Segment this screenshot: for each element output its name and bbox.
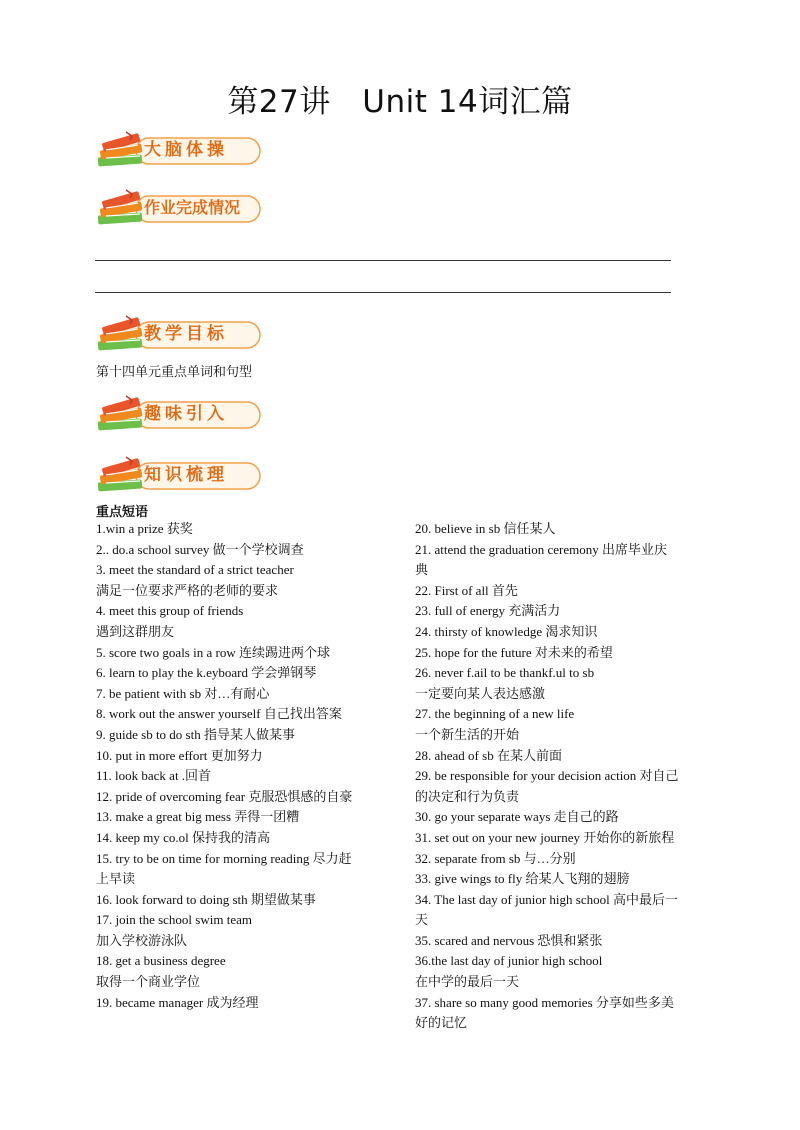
phrase-item: 典 (415, 562, 429, 578)
phrase-item: 好的记忆 (415, 1015, 468, 1031)
phrase-item: 22. First of all 首先 (415, 582, 518, 598)
section-title: 重点短语 (96, 504, 149, 519)
phrase-item: 32. separate from sb 与…分别 (415, 850, 576, 866)
phrase-item: 26. never f.ail to be thankf.ul to sb (415, 665, 595, 681)
banner-fun-intro (96, 392, 262, 438)
phrase-item: 9. guide sb to do sth 指导某人做某事 (96, 726, 295, 742)
phrase-item: 满足一位要求严格的老师的要求 (96, 582, 279, 598)
banner-label: 趣味引入 (144, 404, 228, 424)
phrase-item: 一定要向某人表达感激 (415, 685, 546, 701)
phrase-item: 12. pride of overcoming fear 克服恐惧感的自豪 (96, 788, 353, 804)
phrase-item: 4. meet this group of friends (96, 603, 244, 619)
phrase-item: 取得一个商业学位 (96, 974, 201, 990)
banner-label: 知识梳理 (144, 465, 228, 485)
phrase-item: 的决定和行为负责 (415, 788, 520, 804)
phrase-item: 30. go your separate ways 走自己的路 (415, 809, 619, 825)
phrase-item: 25. hope for the future 对未来的希望 (415, 644, 613, 660)
page-title: 第27讲 Unit 14词汇篇 (227, 84, 573, 120)
phrase-list-left (96, 519, 396, 1013)
phrase-item: 8. work out the answer yourself 自己找出答案 (96, 706, 342, 722)
phrase-item: 36.the last day of junior high school (415, 953, 603, 969)
phrase-item: 11. look back at .回首 (96, 768, 212, 784)
answer-line[interactable] (95, 292, 671, 293)
phrase-item: 20. believe in sb 信任某人 (415, 521, 556, 536)
phrase-item: 18. get a business degree (96, 953, 226, 969)
phrase-item: 13. make a great big mess 弄得一团糟 (96, 809, 300, 825)
phrase-item: 10. put in more effort 更加努力 (96, 747, 263, 763)
phrase-item: 37. share so many good memories 分享如些多美 (415, 994, 674, 1010)
phrase-item: 27. the beginning of a new life (415, 706, 575, 722)
phrase-item: 在中学的最后一天 (415, 974, 520, 990)
phrase-item: 2.. do.a school survey 做一个学校调查 (96, 541, 304, 557)
phrase-item: 遇到这群朋友 (96, 623, 175, 639)
banner-teaching-objectives (96, 312, 262, 358)
answer-line[interactable] (95, 260, 671, 261)
banner-label: 教学目标 (144, 324, 228, 344)
objective-text: 第十四单元重点单词和句型 (96, 364, 253, 379)
phrase-item: 23. full of energy 充满活力 (415, 603, 561, 619)
phrase-item: 16. look forward to doing sth 期望做某事 (96, 891, 316, 907)
phrase-item: 6. learn to play the k.eyboard 学会弹钢琴 (96, 665, 317, 681)
phrase-item: 28. ahead of sb 在某人前面 (415, 747, 562, 763)
phrase-item: 21. attend the graduation ceremony 出席毕业庆 (415, 541, 667, 557)
phrase-item: 31. set out on your new journey 开始你的新旅程 (415, 829, 675, 845)
banner-knowledge-review (96, 453, 262, 499)
phrase-item: 35. scared and nervous 恐惧和紧张 (415, 932, 603, 948)
phrase-item: 天 (415, 912, 429, 928)
phrase-item: 19. became manager 成为经理 (96, 994, 259, 1010)
phrase-item: 加入学校游泳队 (96, 932, 188, 948)
phrase-item: 1.win a prize 获奖 (96, 521, 193, 536)
phrase-item: 24. thirsty of knowledge 渴求知识 (415, 623, 598, 639)
phrase-item: 15. try to be on time for morning reading 尽力赶 (96, 850, 352, 866)
phrase-item: 14. keep my co.ol 保持我的清高 (96, 829, 271, 845)
phrase-item: 17. join the school swim team (96, 912, 252, 928)
phrase-item: 3. meet the standard of a strict teacher (96, 562, 294, 578)
phrase-item: 上早读 (96, 871, 136, 887)
phrase-item: 34. The last day of junior high school 高中最后一 (415, 891, 678, 907)
phrase-item: 29. be responsible for your decision action 对自己 (415, 768, 679, 784)
phrase-item: 一个新生活的开始 (415, 726, 520, 742)
phrase-item: 7. be patient with sb 对…有耐心 (96, 685, 270, 701)
phrase-item: 33. give wings to fly 给某人飞翔的翅膀 (415, 871, 630, 887)
banner-brain-exercise (96, 128, 262, 174)
banner-homework-status (96, 186, 262, 232)
phrase-list-right (415, 519, 709, 1034)
banner-label: 大脑体操 (144, 140, 228, 160)
banner-label: 作业完成情况 (144, 198, 241, 217)
phrase-item: 5. score two goals in a row 连续踢进两个球 (96, 644, 330, 660)
